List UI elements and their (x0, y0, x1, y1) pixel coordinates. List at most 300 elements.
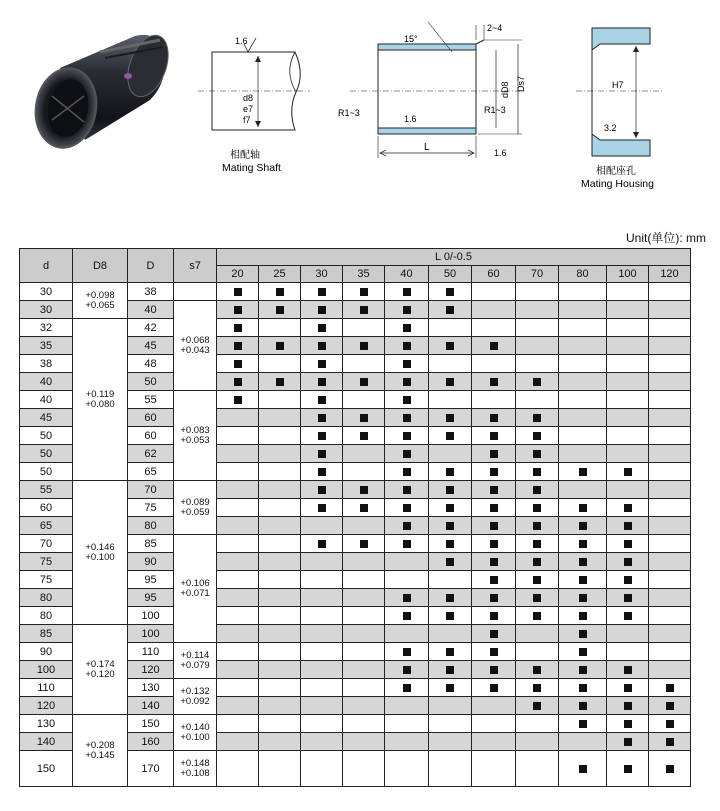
cell-length-30 (301, 625, 343, 643)
cell-length-30 (301, 337, 343, 355)
available-mark (533, 468, 541, 476)
cell-length-40 (385, 391, 429, 409)
available-mark (624, 540, 632, 548)
cell-length-60 (472, 355, 516, 373)
cell-length-40 (385, 337, 429, 355)
available-mark (234, 306, 242, 314)
bushing-radius-left: R1~3 (338, 108, 360, 118)
cell-length-25 (259, 391, 301, 409)
cell-length-25 (259, 625, 301, 643)
cell-length-100 (607, 355, 649, 373)
available-mark (579, 576, 587, 584)
cell-length-80 (559, 373, 607, 391)
cell-length-35 (343, 643, 385, 661)
header-D: D (128, 249, 174, 283)
available-mark (624, 720, 632, 728)
available-mark (318, 396, 326, 404)
available-mark (533, 684, 541, 692)
available-mark (360, 288, 368, 296)
cell-length-50 (429, 391, 472, 409)
cell-length-50 (429, 481, 472, 499)
cell-length-80 (559, 643, 607, 661)
available-mark (490, 540, 498, 548)
cell-s7-tolerance (174, 535, 217, 643)
cell-length-70 (516, 589, 559, 607)
available-mark (579, 594, 587, 602)
available-mark (403, 468, 411, 476)
available-mark (360, 414, 368, 422)
tolerance-upper: +0.148 (180, 757, 210, 769)
cell-length-100 (607, 337, 649, 355)
cell-length-20 (217, 355, 259, 373)
cell-length-100 (607, 661, 649, 679)
cell-length-20 (217, 445, 259, 463)
cell-d: 130 (20, 715, 73, 733)
cell-length-120 (649, 373, 691, 391)
tolerance-lower: +0.071 (180, 587, 210, 599)
tolerance-lower: +0.100 (85, 551, 115, 563)
available-mark (490, 432, 498, 440)
available-mark (624, 702, 632, 710)
cell-length-100 (607, 589, 649, 607)
cell-d: 35 (20, 337, 73, 355)
cell-length-50 (429, 661, 472, 679)
cell-d: 50 (20, 427, 73, 445)
tolerance-lower: +0.108 (180, 767, 210, 779)
cell-length-50 (429, 571, 472, 589)
available-mark (446, 612, 454, 620)
cell-length-70 (516, 481, 559, 499)
available-mark (276, 378, 284, 386)
cell-length-35 (343, 697, 385, 715)
cell-length-70 (516, 661, 559, 679)
cell-length-80 (559, 355, 607, 373)
available-mark (533, 486, 541, 494)
cell-D: 60 (128, 427, 174, 445)
cell-length-40 (385, 373, 429, 391)
cell-length-40 (385, 571, 429, 589)
cell-length-40 (385, 463, 429, 481)
cell-length-40 (385, 751, 429, 787)
available-mark (446, 666, 454, 674)
bushing-size-table (19, 248, 691, 787)
cell-length-25 (259, 661, 301, 679)
available-mark (533, 522, 541, 530)
available-mark (403, 648, 411, 656)
cell-length-20 (217, 481, 259, 499)
header-length-40: 40 (385, 266, 429, 283)
available-mark (490, 378, 498, 386)
cell-length-120 (649, 355, 691, 373)
available-mark (490, 504, 498, 512)
available-mark (318, 324, 326, 332)
available-mark (579, 522, 587, 530)
cell-length-100 (607, 679, 649, 697)
cell-s7-tolerance (174, 301, 217, 391)
cell-length-70 (516, 751, 559, 787)
cell-length-100 (607, 553, 649, 571)
cell-length-100 (607, 715, 649, 733)
cell-length-60 (472, 445, 516, 463)
available-mark (624, 765, 632, 773)
cell-length-60 (472, 589, 516, 607)
tolerance-upper: +0.114 (180, 649, 210, 661)
available-mark (624, 612, 632, 620)
cell-length-60 (472, 283, 516, 301)
cell-length-25 (259, 607, 301, 625)
bushing-angle: 15° (404, 34, 418, 44)
available-mark (403, 540, 411, 548)
bushing-roughness-inner: 1.6 (404, 114, 417, 124)
available-mark (234, 396, 242, 404)
cell-length-120 (649, 679, 691, 697)
cell-length-80 (559, 517, 607, 535)
available-mark (533, 504, 541, 512)
header-length-120: 120 (649, 266, 691, 283)
cell-length-50 (429, 301, 472, 319)
available-mark (403, 504, 411, 512)
available-mark (579, 648, 587, 656)
cell-length-20 (217, 589, 259, 607)
cell-length-35 (343, 337, 385, 355)
cell-length-70 (516, 301, 559, 319)
cell-length-20 (217, 661, 259, 679)
tolerance-lower: +0.120 (85, 668, 115, 680)
cell-length-70 (516, 283, 559, 301)
available-mark (446, 648, 454, 656)
cell-length-35 (343, 445, 385, 463)
available-mark (276, 342, 284, 350)
cell-length-40 (385, 625, 429, 643)
cell-length-100 (607, 517, 649, 535)
cell-length-30 (301, 355, 343, 373)
header-length-80: 80 (559, 266, 607, 283)
cell-d: 45 (20, 409, 73, 427)
cell-length-100 (607, 643, 649, 661)
bushing-chamfer: 2~4 (487, 23, 503, 33)
cell-length-30 (301, 715, 343, 733)
cell-length-120 (649, 553, 691, 571)
cell-length-20 (217, 517, 259, 535)
cell-length-50 (429, 751, 472, 787)
cell-length-100 (607, 697, 649, 715)
tolerance-lower: +0.079 (180, 659, 210, 671)
cell-length-30 (301, 463, 343, 481)
available-mark (624, 522, 632, 530)
available-mark (318, 360, 326, 368)
cell-length-25 (259, 481, 301, 499)
cell-length-120 (649, 661, 691, 679)
cell-D: 80 (128, 517, 174, 535)
header-d: d (20, 249, 73, 283)
cell-length-60 (472, 409, 516, 427)
cell-length-30 (301, 697, 343, 715)
cell-length-50 (429, 517, 472, 535)
cell-d: 150 (20, 751, 73, 787)
cell-length-80 (559, 733, 607, 751)
cell-length-120 (649, 715, 691, 733)
cell-s7-tolerance (174, 283, 217, 301)
available-mark (403, 306, 411, 314)
available-mark (446, 486, 454, 494)
cell-length-30 (301, 661, 343, 679)
available-mark (446, 432, 454, 440)
cell-length-80 (559, 499, 607, 517)
available-mark (318, 432, 326, 440)
cell-d: 70 (20, 535, 73, 553)
available-mark (403, 594, 411, 602)
available-mark (533, 702, 541, 710)
cell-length-20 (217, 301, 259, 319)
cell-length-40 (385, 283, 429, 301)
cell-length-40 (385, 553, 429, 571)
cell-length-120 (649, 445, 691, 463)
cell-length-100 (607, 427, 649, 445)
cell-length-20 (217, 697, 259, 715)
cell-D: 110 (128, 643, 174, 661)
cell-length-60 (472, 661, 516, 679)
cell-length-70 (516, 679, 559, 697)
cell-length-80 (559, 625, 607, 643)
cell-length-30 (301, 319, 343, 337)
cell-D: 38 (128, 283, 174, 301)
available-mark (533, 558, 541, 566)
tolerance-upper: +0.098 (85, 289, 115, 301)
tolerance-upper: +0.119 (85, 388, 115, 400)
cell-length-80 (559, 535, 607, 553)
cell-length-25 (259, 553, 301, 571)
cell-D: 160 (128, 733, 174, 751)
bushing-radius-right: R1~3 (484, 105, 506, 115)
cell-length-50 (429, 283, 472, 301)
cell-length-80 (559, 553, 607, 571)
cell-D: 65 (128, 463, 174, 481)
cell-length-40 (385, 589, 429, 607)
cell-d: 60 (20, 499, 73, 517)
cell-length-30 (301, 301, 343, 319)
cell-length-25 (259, 409, 301, 427)
cell-length-120 (649, 481, 691, 499)
cell-length-25 (259, 319, 301, 337)
cell-length-20 (217, 283, 259, 301)
cell-length-35 (343, 391, 385, 409)
available-mark (579, 666, 587, 674)
available-mark (446, 342, 454, 350)
header-length-60: 60 (472, 266, 516, 283)
cell-length-40 (385, 499, 429, 517)
cell-length-20 (217, 751, 259, 787)
cell-length-60 (472, 733, 516, 751)
available-mark (490, 450, 498, 458)
header-length-70: 70 (516, 266, 559, 283)
cell-length-120 (649, 283, 691, 301)
housing-tol: H7 (612, 80, 624, 90)
cell-length-35 (343, 409, 385, 427)
cell-length-100 (607, 373, 649, 391)
housing-drawing (576, 28, 662, 190)
bushing-section-drawing (338, 22, 526, 158)
available-mark (490, 648, 498, 656)
available-mark (234, 288, 242, 296)
cell-length-20 (217, 607, 259, 625)
cell-length-60 (472, 517, 516, 535)
cell-length-80 (559, 463, 607, 481)
tolerance-lower: +0.053 (180, 434, 210, 446)
cell-length-30 (301, 481, 343, 499)
cell-length-120 (649, 301, 691, 319)
cell-length-120 (649, 571, 691, 589)
cell-length-100 (607, 733, 649, 751)
cell-D: 85 (128, 535, 174, 553)
cell-length-50 (429, 625, 472, 643)
available-mark (446, 594, 454, 602)
tolerance-upper: +0.106 (180, 577, 210, 589)
cell-length-25 (259, 373, 301, 391)
tolerance-lower: +0.065 (85, 299, 115, 311)
available-mark (579, 765, 587, 773)
cell-length-35 (343, 517, 385, 535)
cell-d: 100 (20, 661, 73, 679)
cell-D8-tolerance (73, 715, 128, 787)
cell-length-50 (429, 553, 472, 571)
cell-length-70 (516, 337, 559, 355)
available-mark (360, 540, 368, 548)
cell-D: 100 (128, 607, 174, 625)
cell-length-20 (217, 319, 259, 337)
cell-length-30 (301, 373, 343, 391)
cell-length-120 (649, 625, 691, 643)
cell-length-25 (259, 499, 301, 517)
cell-length-40 (385, 733, 429, 751)
cell-length-25 (259, 355, 301, 373)
cell-d: 30 (20, 301, 73, 319)
cell-d: 55 (20, 481, 73, 499)
available-mark (446, 522, 454, 530)
cell-length-50 (429, 337, 472, 355)
cell-length-30 (301, 445, 343, 463)
cell-length-60 (472, 373, 516, 391)
cell-d: 80 (20, 607, 73, 625)
cell-length-100 (607, 445, 649, 463)
cell-length-70 (516, 499, 559, 517)
cell-length-80 (559, 337, 607, 355)
cell-length-120 (649, 337, 691, 355)
table-row (20, 625, 691, 643)
cell-length-60 (472, 499, 516, 517)
available-mark (490, 594, 498, 602)
cell-length-100 (607, 535, 649, 553)
cell-length-100 (607, 481, 649, 499)
cell-length-35 (343, 571, 385, 589)
cell-length-60 (472, 553, 516, 571)
cell-length-70 (516, 355, 559, 373)
cell-length-50 (429, 643, 472, 661)
available-mark (234, 378, 242, 386)
cell-length-20 (217, 337, 259, 355)
available-mark (318, 306, 326, 314)
cell-length-80 (559, 283, 607, 301)
cell-length-60 (472, 751, 516, 787)
available-mark (446, 288, 454, 296)
cell-d: 50 (20, 463, 73, 481)
cell-length-120 (649, 517, 691, 535)
cell-length-80 (559, 697, 607, 715)
cell-length-30 (301, 571, 343, 589)
tolerance-upper: +0.140 (180, 721, 210, 733)
cell-length-70 (516, 445, 559, 463)
available-mark (533, 414, 541, 422)
available-mark (318, 378, 326, 386)
cell-length-60 (472, 679, 516, 697)
cell-length-100 (607, 571, 649, 589)
cell-length-20 (217, 715, 259, 733)
available-mark (360, 378, 368, 386)
cell-length-120 (649, 607, 691, 625)
housing-caption-cn: 相配座孔 (596, 166, 636, 177)
cell-length-20 (217, 535, 259, 553)
available-mark (360, 432, 368, 440)
tolerance-lower: +0.092 (180, 695, 210, 707)
cell-length-20 (217, 553, 259, 571)
available-mark (403, 378, 411, 386)
table-row (20, 715, 691, 733)
cell-length-40 (385, 535, 429, 553)
available-mark (446, 468, 454, 476)
cell-length-60 (472, 391, 516, 409)
cell-length-70 (516, 391, 559, 409)
cell-length-80 (559, 319, 607, 337)
cell-length-70 (516, 733, 559, 751)
available-mark (403, 522, 411, 530)
available-mark (446, 684, 454, 692)
table-row (20, 319, 691, 337)
available-mark (624, 666, 632, 674)
available-mark (360, 342, 368, 350)
cell-length-25 (259, 517, 301, 535)
available-mark (579, 684, 587, 692)
cell-length-40 (385, 643, 429, 661)
available-mark (403, 486, 411, 494)
available-mark (490, 414, 498, 422)
cell-length-35 (343, 373, 385, 391)
available-mark (579, 630, 587, 638)
cell-d: 85 (20, 625, 73, 643)
cell-length-40 (385, 715, 429, 733)
available-mark (579, 504, 587, 512)
cell-length-100 (607, 301, 649, 319)
available-mark (666, 702, 674, 710)
available-mark (490, 666, 498, 674)
cell-length-50 (429, 355, 472, 373)
cell-length-40 (385, 661, 429, 679)
cell-length-70 (516, 373, 559, 391)
cell-s7-tolerance (174, 751, 217, 787)
cell-length-20 (217, 499, 259, 517)
cell-length-100 (607, 391, 649, 409)
available-mark (318, 450, 326, 458)
available-mark (533, 378, 541, 386)
bushing-roughness-end: 1.6 (494, 148, 507, 158)
cell-length-80 (559, 427, 607, 445)
cell-d: 40 (20, 391, 73, 409)
cell-D: 40 (128, 301, 174, 319)
cell-length-25 (259, 283, 301, 301)
cell-length-50 (429, 715, 472, 733)
cell-length-25 (259, 589, 301, 607)
cell-length-40 (385, 427, 429, 445)
tolerance-upper: +0.146 (85, 541, 115, 553)
tolerance-upper: +0.208 (85, 739, 115, 751)
